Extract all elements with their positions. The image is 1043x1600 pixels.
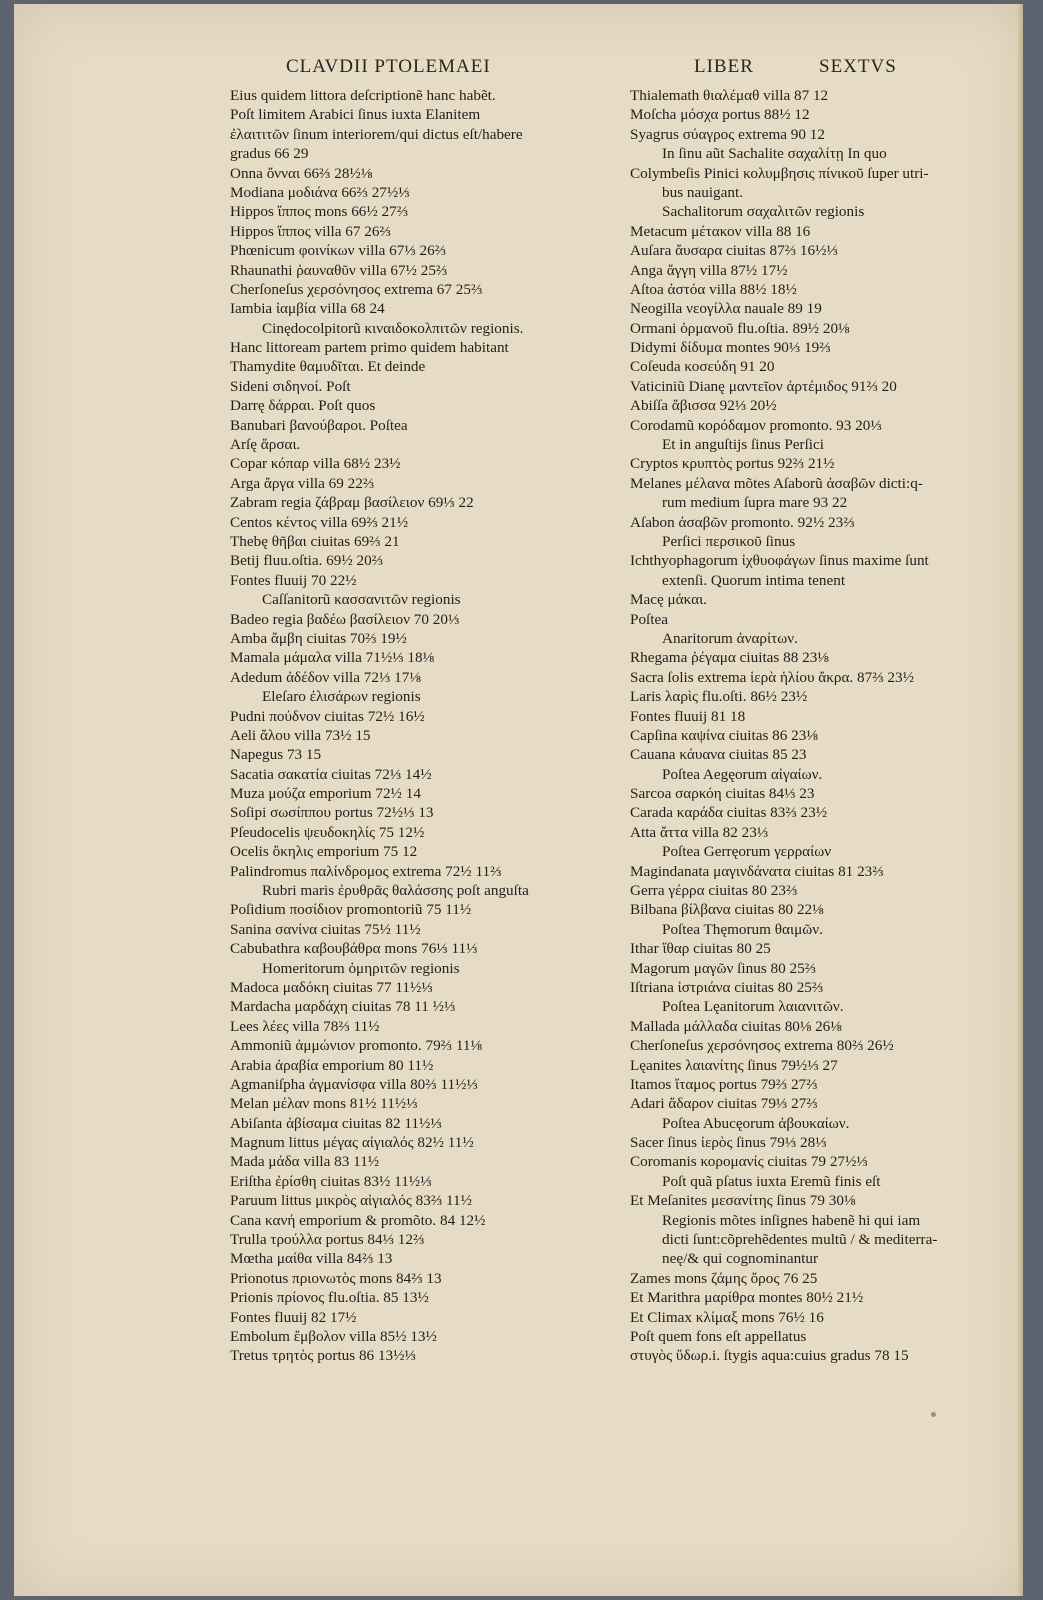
text-line: στυγὸς ὕδωρ.i. ſtygis aqua:cuius gradus 78 15: [630, 1347, 909, 1365]
text-line: Carada καράδα ciuitas 83⅔ 23½: [630, 804, 828, 822]
text-line: Et Meſanites μεσανίτης ſinus 79 30⅛: [630, 1192, 856, 1210]
text-line: Centos κέντος villa 69⅔ 21½: [230, 513, 409, 531]
running-head-sextus: SEXTVS: [819, 56, 897, 77]
text-line: Onna ὄνναι 66⅔ 28½⅛: [230, 164, 373, 182]
text-line: Badeo regia βαδέω βασίλειον 70 20⅓: [230, 610, 460, 628]
text-line: Trulla τρούλλα portus 84⅓ 12⅔: [230, 1231, 425, 1249]
text-line: Poſtea Aegęorum αἰγαίων.: [662, 765, 823, 783]
text-line: Prionis πρίονος flu.oſtia. 85 13½: [230, 1289, 429, 1307]
text-line: extenſi. Quorum intima tenent: [662, 571, 846, 589]
text-line: Aſabon ἀσαβῶν promonto. 92½ 23⅔: [630, 513, 855, 531]
text-line: Ichthyophagorum ἰχθυοφάγων ſinus maxime ſunt: [630, 552, 929, 570]
text-line: Rhegama ῥέγαμα ciuitas 88 23⅛: [630, 649, 829, 667]
text-line: Ocelis ὄκηλις emporium 75 12: [230, 843, 418, 861]
text-line: Cherſoneſus χερσόνησος extrema 67 25⅔: [230, 280, 483, 298]
text-line: Mallada μάλλαδα ciuitas 80⅛ 26⅛: [630, 1017, 842, 1035]
text-line: Aſtoa ἀστόα villa 88½ 18½: [630, 280, 797, 298]
text-line: Homeritorum ὁμηριτῶν regionis: [262, 959, 460, 977]
text-line: Poſt quem fons eſt appellatus: [630, 1328, 807, 1345]
text-line: Corodamũ κορόδαμον promonto. 93 20⅓: [630, 416, 882, 434]
text-line: Thialemath θιαλέμαθ villa 87 12: [630, 87, 829, 104]
text-line: Muza μούζα emporium 72½ 14: [230, 785, 421, 803]
text-line: Mœtha μαίθα villa 84⅔ 13: [230, 1250, 393, 1268]
text-line: Perſici περσικοῦ ſinus: [662, 532, 796, 550]
text-line: Thamydite θαμυδῖται. Et deinde: [230, 358, 426, 376]
text-line: Anaritorum ἀναρίτων.: [662, 629, 798, 647]
text-line: Sanina σανίνα ciuitas 75½ 11½: [230, 920, 421, 938]
text-line: Eleſaro ἐλισάρων regionis: [262, 688, 421, 706]
text-line: Mardacha μαρδάχη ciuitas 78 11 ½⅓: [230, 998, 456, 1016]
text-line: Adedum ἀδέδον villa 72⅓ 17⅛: [230, 668, 421, 686]
text-line: Sacer ſinus ἱερὸς ſinus 79⅓ 28⅓: [630, 1134, 827, 1152]
text-line: Sideni σιδηνοί. Poſt: [230, 377, 351, 395]
text-line: Iambia ἰαμβία villa 68 24: [230, 300, 385, 318]
running-head-left: CLAVDII PTOLEMAEI: [286, 56, 491, 77]
text-line: Metacum μέτακον villa 88 16: [630, 222, 811, 240]
text-line: In ſinu aũt Sachalite σαχαλίτῃ In quo: [662, 145, 887, 163]
text-line: Bilbana βίλβανα ciuitas 80 22⅛: [630, 901, 824, 919]
text-line: Prionotus πριονωτὸς mons 84⅔ 13: [230, 1269, 442, 1287]
text-line: Laris λαρὶς flu.oſti. 86½ 23½: [630, 688, 808, 706]
text-line: Colymbeſis Pinici κολυμβησις πίνικοῦ ſuper utri-: [630, 164, 929, 182]
text-line: Phœnicum φοινίκων villa 67⅓ 26⅔: [230, 242, 447, 260]
text-line: Soſipi σωσίππου portus 72½⅓ 13: [230, 804, 434, 822]
text-line: Poſidium ποσίδιον promontoriũ 75 11½: [230, 901, 472, 919]
text-line: Darrę δάρραι. Poſt quos: [230, 397, 376, 415]
text-line: Sachalitorum σαχαλιτῶν regionis: [662, 203, 865, 221]
text-line: Coromanis κορομανίς ciuitas 79 27½⅓: [630, 1153, 868, 1171]
text-line: Cherſoneſus χερσόνησος extrema 80⅔ 26½: [630, 1037, 894, 1055]
text-line: bus nauigant.: [662, 183, 743, 201]
text-line: Melanes μέλανα mõtes Aſaborũ ἀσαβῶν dicti:q-: [630, 474, 923, 492]
text-line: rum medium ſupra mare 93 22: [662, 494, 848, 512]
text-line: Rhaunathi ῥαυναθῦν villa 67½ 25⅔: [230, 261, 448, 279]
text-line: Embolum ἔμβολον villa 85½ 13½: [230, 1328, 437, 1345]
text-line: Poſtea Gerręorum γερραίων: [662, 843, 832, 861]
text-line: Poſt quã pſatus iuxta Eremũ finis eſt: [662, 1172, 881, 1190]
text-line: Sacatia σακατία ciuitas 72⅓ 14½: [230, 765, 432, 783]
text-line: Magorum μαγῶν ſinus 80 25⅔: [630, 959, 817, 977]
text-line: Arſę ἄρσαι.: [230, 436, 301, 454]
text-line: Syagrus σύαγρος extrema 90 12: [630, 125, 825, 143]
text-line: Cauana κάυανα ciuitas 85 23: [630, 746, 807, 764]
text-line: Capſina καψίνα ciuitas 86 23⅛: [630, 726, 818, 744]
text-line: Sacra ſolis extrema ἱερὰ ἡλίου ἄκρα. 87⅔ 23½: [630, 668, 914, 686]
text-line: Amba ἄμβη ciuitas 70⅔ 19½: [230, 629, 407, 647]
text-line: Lęanites λαιανίτης ſinus 79½⅓ 27: [630, 1056, 838, 1074]
text-line: Et Marithra μαρίθρα montes 80½ 21½: [630, 1289, 864, 1307]
text-line: Hippos ἵππος villa 67 26⅔: [230, 222, 391, 240]
text-line: Ormani ὀρμανοῦ flu.oſtia. 89½ 20⅛: [630, 319, 850, 337]
text-line: Poſtea: [630, 610, 668, 628]
text-line: Mamala μάμαλα villa 71½⅓ 18⅛: [230, 649, 435, 667]
text-line: Melan μέλαν mons 81½ 11½⅓: [230, 1095, 418, 1113]
text-line: Ammoniũ ἀμμώνιον promonto. 79⅔ 11⅛: [230, 1037, 482, 1055]
text-line: neę/& qui cognominantur: [662, 1250, 819, 1268]
text-line: Vaticiniũ Dianę μαντεῖον ἀρτέμιδος 91⅔ 20: [630, 377, 897, 395]
text-line: Arabia ἀραβία emporium 80 11½: [230, 1056, 434, 1074]
text-line: Coſeuda κοσεύδη 91 20: [630, 358, 775, 376]
text-line: Cryptos κρυπτὸς portus 92⅔ 21½: [630, 455, 835, 473]
text-line: Fontes fluuij 82 17½: [230, 1308, 357, 1326]
book-page: [14, 4, 1022, 1596]
text-line: Zabram regia ζάβραμ βασίλειον 69⅓ 22: [230, 494, 474, 512]
text-line: Aeli ἄλου villa 73½ 15: [230, 726, 371, 744]
text-line: Palindromus παλίνδρομος extrema 72½ 11⅔: [230, 862, 502, 880]
text-line: Sarcoa σαρκόη ciuitas 84⅓ 23: [630, 785, 815, 803]
text-line: Ithar ἴθαρ ciuitas 80 25: [630, 940, 771, 958]
text-line: Magnum littus μέγας αἰγιαλός 82½ 11½: [230, 1134, 474, 1152]
text-line: Madoca μαδόκη ciuitas 77 11½⅓: [230, 978, 433, 996]
text-line: Modiana μοδιάνα 66⅔ 27½⅓: [230, 183, 410, 201]
text-line: Gerra γέρρα ciuitas 80 23⅔: [630, 882, 798, 900]
text-line: Pudni πούδνον ciuitas 72½ 16½: [230, 707, 425, 725]
text-line: Itamos ἴταμος portus 79⅔ 27⅔: [630, 1075, 818, 1093]
text-line: Poſtea Thęmorum θαιμῶν.: [662, 920, 823, 938]
text-line: Caſſanitorũ κασσανιτῶν regionis: [262, 591, 461, 609]
text-line: Lees λέες villa 78⅔ 11½: [230, 1017, 380, 1035]
left-column: [230, 86, 610, 1366]
text-line: Anga ἄγγη villa 87½ 17½: [630, 261, 788, 279]
text-line: Fontes fluuij 70 22½: [230, 571, 357, 589]
text-line: Zames mons ζάμης ὄρος 76 25: [630, 1269, 818, 1287]
text-line: Et in anguſtijs ſinus Perſici: [662, 436, 824, 454]
text-line: Macę μάκαι.: [630, 591, 707, 609]
text-line: Betij fluu.oſtia. 69½ 20⅔: [230, 552, 384, 570]
text-line: Abiſanta ἀβίσαμα ciuitas 82 11½⅓: [230, 1114, 442, 1132]
text-line: Regionis mõtes inſignes habenẽ hi qui iam: [662, 1211, 921, 1229]
text-line: Rubri maris ἐρυθρᾶς θαλάσσης poſt anguſta: [262, 882, 529, 900]
text-line: Iſtriana ἰστριάνα ciuitas 80 25⅔: [630, 978, 824, 996]
text-line: Poſtea Lęanitorum λαιανιτῶν.: [662, 998, 844, 1016]
text-line: Tretus τρητὸς portus 86 13½⅓: [230, 1347, 416, 1365]
text-line: Mada μάδα villa 83 11½: [230, 1153, 380, 1171]
text-line: Poſt limitem Arabici ſinus iuxta Elanitem: [230, 106, 481, 124]
text-line: Hanc littoream partem primo quidem habitant: [230, 339, 509, 357]
text-line: Eriſtha ἐρίσθη ciuitas 83½ 11½⅓: [230, 1172, 432, 1190]
text-line: Poſtea Abucęorum ἀβουκαίων.: [662, 1114, 850, 1132]
text-line: Thebę θῆβαι ciuitas 69⅔ 21: [230, 532, 400, 550]
text-line: Moſcha μόσχα portus 88½ 12: [630, 106, 810, 124]
text-line: gradus 66 29: [230, 145, 309, 163]
text-line: Copar κόπαρ villa 68½ 23½: [230, 455, 401, 473]
text-line: Banubari βανούβαροι. Poſtea: [230, 416, 408, 434]
text-line: Magindanata μαγινδάνατα ciuitas 81 23⅔: [630, 862, 884, 880]
text-line: Didymi δίδυμα montes 90⅓ 19⅔: [630, 339, 831, 357]
text-line: Cinędocolpitorũ κιναιδοκολπιτῶν regionis.: [262, 319, 524, 337]
text-line: Eius quidem littora deſcriptionẽ hanc habẽt.: [230, 87, 496, 104]
text-line: Fontes fluuij 81 18: [630, 707, 746, 725]
text-line: Arga ἄργα villa 69 22⅔: [230, 474, 375, 492]
text-line: Adari ἄδαρον ciuitas 79⅓ 27⅔: [630, 1095, 818, 1113]
text-line: Agmaniſpha ἀγμανίσφα villa 80⅔ 11½⅓: [230, 1075, 478, 1093]
text-line: Pſeudocelis ψευδοκηλίς 75 12½: [230, 823, 425, 841]
text-line: Cabubathra καβουβάθρα mons 76⅓ 11⅓: [230, 940, 478, 958]
text-line: Et Climax κλίμαξ mons 76½ 16: [630, 1308, 824, 1326]
right-column: [630, 86, 992, 1366]
text-line: Napegus 73 15: [230, 746, 322, 764]
text-line: dicti ſunt:cõprehẽdentes multũ / & mediterra-: [662, 1231, 938, 1249]
page-edge: [1017, 4, 1023, 1596]
text-line: Hippos ἵππος mons 66½ 27⅔: [230, 203, 409, 221]
text-line: Cana κανή emporium & promõto. 84 12½: [230, 1211, 486, 1229]
text-line: Auſara ἄυσαρα ciuitas 87⅔ 16½⅓: [630, 242, 838, 260]
text-line: Abiſſa ἄβισσα 92⅓ 20½: [630, 397, 777, 415]
text-line: Paruum littus μικρὸς αἰγιαλός 83⅔ 11½: [230, 1192, 473, 1210]
text-line: Atta ἄττα villa 82 23⅓: [630, 823, 769, 841]
text-line: ἐλαιτιτῶν ſinum interiorem/qui dictus eſt/habere: [230, 125, 523, 143]
ink-spot: [931, 1412, 936, 1417]
running-head-liber: LIBER: [694, 56, 754, 77]
text-line: Neogilla νεογίλλα nauale 89 19: [630, 300, 822, 318]
